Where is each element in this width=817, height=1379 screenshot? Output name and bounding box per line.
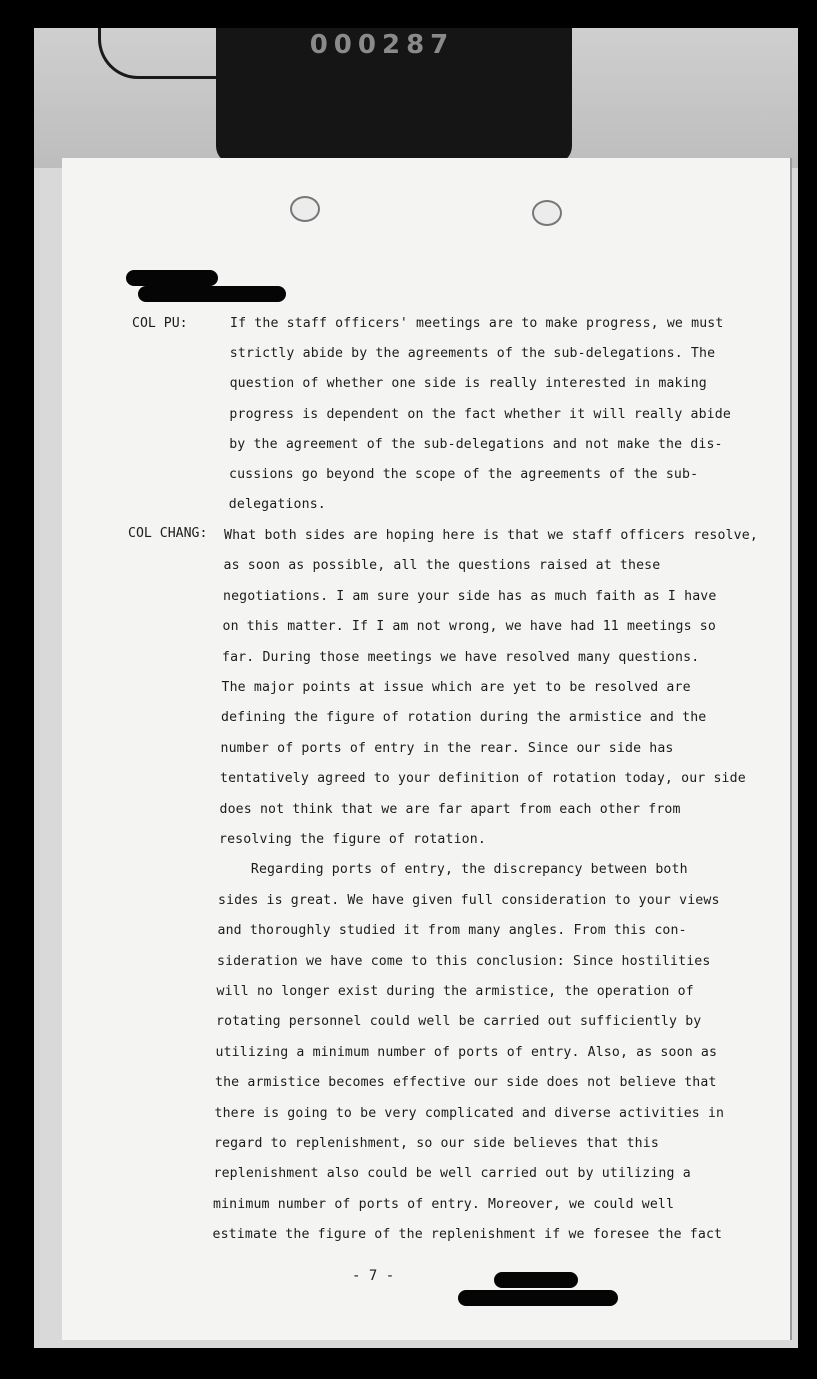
text-line: tentatively agreed to your definition of rotation today, our side (220, 771, 746, 787)
text-line: sides is great. We have given full consideration to your views (218, 892, 720, 908)
text-line: If the staff officers' meetings are to make progress, we must (230, 316, 724, 331)
text-line: Regarding ports of entry, the discrepancy between both (218, 862, 688, 878)
redaction-mark (126, 270, 218, 286)
text-line: resolving the figure of rotation. (219, 832, 486, 847)
text-line: there is going to be very complicated and diverse activities in (214, 1105, 725, 1121)
text-line: cussions go beyond the scope of the agreements of the sub- (229, 467, 699, 482)
page-number: - 7 - (352, 1268, 395, 1284)
text-line: utilizing a minimum number of ports of entry. Also, as soon as (215, 1044, 718, 1060)
redaction-mark (138, 286, 286, 302)
text-line: The major points at issue which are yet to be resolved are (221, 680, 691, 695)
punch-hole-right (532, 200, 562, 226)
text-line: rotating personnel could well be carried out sufficiently by (216, 1014, 702, 1030)
text-line: far. During those meetings we have resolved many questions. (222, 649, 700, 665)
text-line: does not think that we are far apart from each other from (219, 801, 681, 817)
document-page (62, 158, 790, 1340)
text-line: on this matter. If I am not wrong, we have had 11 meetings so (222, 619, 716, 635)
redaction-mark (458, 1290, 618, 1306)
text-line: regard to replenishment, so our side believes that this (214, 1136, 659, 1151)
speaker-label: COL PU: (132, 316, 188, 331)
text-line: by the agreement of the sub-delegations and not make the dis- (229, 436, 723, 452)
clip-cable (98, 28, 231, 79)
text-line: negotiations. I am sure your side has as much faith as I have (223, 588, 717, 604)
text-line: strictly abide by the agreements of the sub-delegations. The (229, 346, 716, 362)
redaction-mark (494, 1272, 578, 1288)
text-line: the armistice becomes effective our side does not believe that (215, 1075, 717, 1091)
text-line: and thoroughly studied it from many angles. From this con- (217, 923, 687, 939)
text-line: sideration we have come to this conclusion: Since hostilities (217, 953, 711, 969)
document-number-stamp: 000287 (309, 30, 455, 60)
text-line: delegations. (228, 497, 326, 513)
speaker-label: COL CHANG: (128, 526, 208, 541)
punch-hole-left (290, 196, 320, 222)
text-line: as soon as possible, all the questions raised at these (223, 558, 661, 574)
text-line: defining the figure of rotation during the armistice and the (221, 710, 707, 726)
text-line: will no longer exist during the armistice, the operation of (216, 984, 694, 999)
text-line: estimate the figure of the replenishment if we foresee the fact (212, 1227, 723, 1243)
text-line: What both sides are hoping here is that we staff officers resolve, (224, 528, 758, 543)
text-line: number of ports of entry in the rear. Since our side has (220, 740, 674, 756)
text-line: minimum number of ports of entry. Moreover, we could well (213, 1196, 675, 1212)
text-line: question of whether one side is really interested in making (229, 376, 707, 392)
text-line: progress is dependent on the fact whether it will really abide (229, 406, 731, 422)
text-line: replenishment also could be well carried out by utilizing a (213, 1166, 691, 1182)
